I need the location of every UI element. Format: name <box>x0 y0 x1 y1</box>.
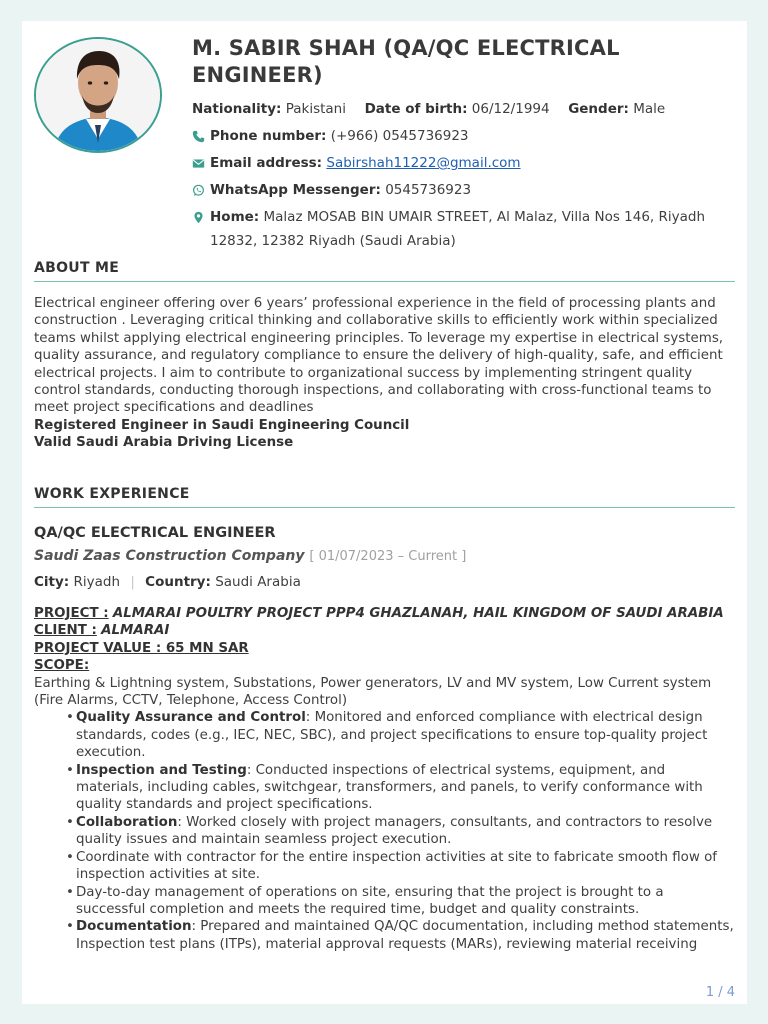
home-address-line1: Malaz MOSAB BIN UMAIR STREET, Al Malaz, Villa Nos 146, Riyadh <box>263 209 706 225</box>
country-label: Country: <box>145 574 211 590</box>
gender-value: Male <box>633 101 666 117</box>
profile-photo <box>34 37 162 153</box>
driving-license-line: Valid Saudi Arabia Driving License <box>34 435 294 451</box>
job-dates: [ 01/07/2023 – Current ] <box>309 549 467 564</box>
duty-heading: Quality Assurance and Control <box>76 710 306 726</box>
phone-icon <box>192 124 210 148</box>
dob-value: 06/12/1994 <box>471 101 550 117</box>
scope-text: Earthing & Lightning system, Substations, Power generators, LV and MV system, Low Current system (Fire Alarms, CCTV, Telephone, Access Control) <box>34 675 712 709</box>
country-value: Saudi Arabia <box>215 574 301 590</box>
job-entry <box>34 524 734 953</box>
phone-value: (+966) 0545736923 <box>330 128 469 144</box>
duty-item <box>76 762 734 814</box>
email-row <box>192 151 737 175</box>
project-label: PROJECT : <box>34 606 109 621</box>
duty-text: : Conducted inspections of electrical systems, equipment, and materials, including cables, switchgear, transformers, and panels, to verify conformance with quality standards and project specifications. <box>76 762 703 813</box>
header <box>192 35 737 253</box>
duty-item <box>76 814 734 849</box>
whatsapp-label: WhatsApp Messenger: <box>210 182 381 198</box>
whatsapp-row <box>192 178 737 202</box>
home-label: Home: <box>210 209 260 225</box>
duty-text: Day-to-day management of operations on site, ensuring that the project is brought to a successful completion and meets the required time, budget and quality constraints. <box>76 884 664 917</box>
duty-text: : Prepared and maintained QA/QC documentation, including method statements, Inspection test plans (ITPs), material approval requests (MARs), reviewing material receiving <box>76 919 734 952</box>
dob-label: Date of birth: <box>364 101 468 117</box>
company-line <box>34 547 734 566</box>
map-pin-icon <box>192 205 210 229</box>
duty-text: : Worked closely with project managers, consultants, and contractors to resolve quality issues and maintain seamless project execution. <box>76 814 713 848</box>
duty-text: : Monitored and enforced compliance with electrical design standards, codes (e.g., IEC, NEC, SBC), and project specifications to ensure top-quality project execution. <box>76 710 708 761</box>
company-name: Saudi Zaas Construction Company <box>34 548 305 564</box>
about-section <box>34 295 734 452</box>
project-value: PROJECT VALUE : 65 MN SAR <box>34 640 249 656</box>
page-indicator: 1 / 4 <box>705 985 735 1000</box>
about-body: Electrical engineer offering over 6 years’ professional experience in the field of processing plants and construction . Leveraging critical thinking and collaborative skills to efficiently work within specialized teams whilst applying electrical engineering principles. To leverage my expertise in electrical systems, quality assurance, and regulatory compliance to ensure the delivery of high-quality, safe, and efficient electrical projects. I aim to contribute to organizational success by implementing stringent quality control standards, conducting thorough inspections, and collaborating with cross-functional teams to meet project specifications and deadlines <box>34 296 724 416</box>
phone-label: Phone number: <box>210 128 327 144</box>
phone-row <box>192 124 737 148</box>
duty-item <box>76 884 734 919</box>
duty-text: Coordinate with contractor for the entire inspection activities at site to fabricate smooth flow of inspection activities at site. <box>76 849 717 883</box>
duty-heading: Collaboration <box>76 814 178 830</box>
project-name: ALMARAI POULTRY PROJECT PPP4 GHAZLANAH, HAIL KINGDOM OF SAUDI ARABIA <box>112 606 724 621</box>
location-line: City: Riyadh | Country: Saudi Arabia <box>34 574 301 590</box>
gender-label: Gender: <box>568 101 629 117</box>
duty-heading: Inspection and Testing <box>76 762 247 778</box>
nationality-value: Pakistani <box>285 101 346 117</box>
duty-item <box>76 849 734 884</box>
duties-list <box>34 709 734 953</box>
whatsapp-icon <box>192 178 210 202</box>
personal-info <box>192 97 737 121</box>
job-title: QA/QC ELECTRICAL ENGINEER <box>34 525 276 541</box>
nationality-label: Nationality: <box>192 101 282 117</box>
registered-engineer-line: Registered Engineer in Saudi Engineering Council <box>34 417 410 433</box>
email-link[interactable]: Sabirshah11222@gmail.com <box>326 155 521 171</box>
duty-heading: Documentation <box>76 919 192 935</box>
city-value: Riyadh <box>73 574 121 590</box>
project-details <box>34 605 734 953</box>
client-name: ALMARAI <box>101 623 170 639</box>
whatsapp-value: 0545736923 <box>385 182 472 198</box>
page-title: M. SABIR SHAH (QA/QC ELECTRICAL ENGINEER) <box>192 36 620 87</box>
envelope-icon <box>192 151 210 175</box>
client-label: CLIENT : <box>34 623 97 639</box>
resume-page <box>22 21 747 1004</box>
city-label: City: <box>34 574 70 590</box>
about-section-title: ABOUT ME <box>34 260 735 282</box>
work-section-title: WORK EXPERIENCE <box>34 486 735 508</box>
home-row <box>192 205 737 253</box>
duty-item <box>76 918 734 953</box>
home-address-line2: 12832, 12382 Riyadh (Saudi Arabia) <box>210 233 456 249</box>
scope-label: SCOPE: <box>34 658 90 674</box>
email-label: Email address: <box>210 155 323 171</box>
duty-item <box>76 709 734 761</box>
